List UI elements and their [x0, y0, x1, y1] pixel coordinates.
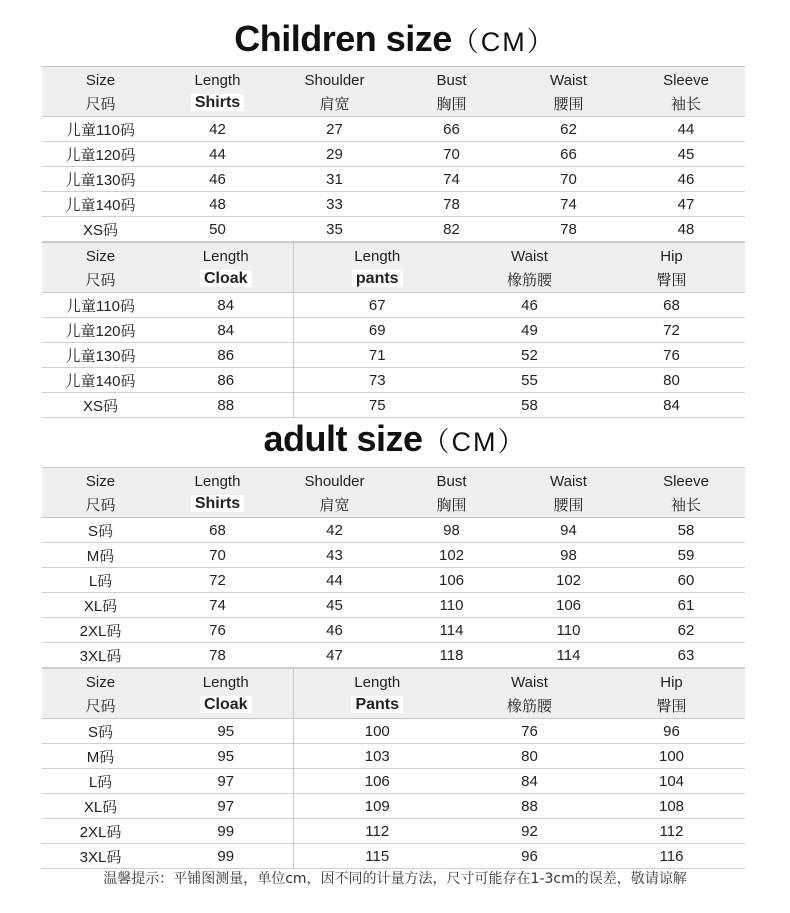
value-cell: 42 — [276, 518, 393, 543]
table-row — [42, 192, 745, 217]
header-cloak-label — [159, 694, 293, 719]
header-shoulder-cn: 肩宽 — [276, 493, 393, 518]
table-header-row-en — [42, 243, 745, 269]
value-cell: 62 — [510, 117, 627, 142]
header-shirts-label — [159, 493, 276, 518]
table-row — [42, 593, 745, 618]
value-cell: 74 — [159, 593, 276, 618]
header-waist-cn: 橡筋腰 — [461, 694, 598, 719]
table-row — [42, 618, 745, 643]
header-size: Size — [42, 669, 159, 695]
header-pants-label — [293, 268, 461, 293]
table-row — [42, 568, 745, 593]
value-cell: 98 — [510, 543, 627, 568]
table-header-row-en — [42, 468, 745, 494]
header-shoulder: Shoulder — [276, 67, 393, 93]
header-size: Size — [42, 468, 159, 494]
value-cell: 45 — [276, 593, 393, 618]
size-cell: 儿童140码 — [42, 192, 159, 217]
value-cell: 114 — [510, 643, 627, 668]
value-cell: 84 — [598, 393, 745, 418]
value-cell: 97 — [159, 794, 293, 819]
value-cell: 86 — [159, 368, 293, 393]
table-header-row-en — [42, 67, 745, 93]
children-size-title — [0, 18, 790, 60]
value-cell: 94 — [510, 518, 627, 543]
header-shoulder-cn: 肩宽 — [276, 92, 393, 117]
size-cell: 儿童120码 — [42, 142, 159, 167]
size-cell: XS码 — [42, 217, 159, 242]
value-cell: 75 — [293, 393, 461, 418]
header-bust-cn: 胸围 — [393, 493, 510, 518]
size-cell: M码 — [42, 744, 159, 769]
size-cell: XS码 — [42, 393, 159, 418]
header-bust: Bust — [393, 67, 510, 93]
size-cell: 儿童130码 — [42, 343, 159, 368]
value-cell: 84 — [159, 318, 293, 343]
header-cloak-length: Length — [159, 243, 293, 269]
value-cell: 63 — [627, 643, 745, 668]
value-cell: 88 — [461, 794, 598, 819]
value-cell: 47 — [627, 192, 745, 217]
adult-size-title — [0, 418, 790, 460]
table-row — [42, 719, 745, 744]
value-cell: 31 — [276, 167, 393, 192]
size-cell: 3XL码 — [42, 844, 159, 869]
header-sleeve-cn: 袖长 — [627, 92, 745, 117]
header-waist: Waist — [461, 243, 598, 269]
header-bust: Bust — [393, 468, 510, 494]
table-row — [42, 343, 745, 368]
value-cell: 33 — [276, 192, 393, 217]
value-cell: 43 — [276, 543, 393, 568]
table-header-row-cn — [42, 493, 745, 518]
table-row — [42, 543, 745, 568]
value-cell: 110 — [393, 593, 510, 618]
header-waist: Waist — [510, 468, 627, 494]
pants-label: pants — [352, 270, 403, 287]
size-cell: 儿童120码 — [42, 318, 159, 343]
table-row — [42, 844, 745, 869]
header-waist-cn: 腰围 — [510, 493, 627, 518]
pants-label: Pants — [351, 696, 403, 713]
children-cloak-pants-size-table — [42, 242, 745, 418]
table-header-row-cn — [42, 92, 745, 117]
header-cloak-label — [159, 268, 293, 293]
value-cell: 27 — [276, 117, 393, 142]
value-cell: 60 — [627, 568, 745, 593]
value-cell: 66 — [393, 117, 510, 142]
value-cell: 106 — [293, 769, 461, 794]
cloak-label: Cloak — [200, 696, 252, 713]
value-cell: 88 — [159, 393, 293, 418]
value-cell: 109 — [293, 794, 461, 819]
table-header-row-en — [42, 669, 745, 695]
header-waist-cn: 橡筋腰 — [461, 268, 598, 293]
value-cell: 78 — [510, 217, 627, 242]
value-cell: 86 — [159, 343, 293, 368]
value-cell: 97 — [159, 769, 293, 794]
value-cell: 95 — [159, 744, 293, 769]
size-cell: S码 — [42, 518, 159, 543]
header-waist: Waist — [510, 67, 627, 93]
value-cell: 46 — [627, 167, 745, 192]
value-cell: 106 — [393, 568, 510, 593]
header-size-cn: 尺码 — [42, 268, 159, 293]
table-header-row-cn — [42, 694, 745, 719]
value-cell: 110 — [510, 618, 627, 643]
header-size: Size — [42, 67, 159, 93]
size-cell: 3XL码 — [42, 643, 159, 668]
adult-shirts-size-table — [42, 467, 745, 668]
header-size: Size — [42, 243, 159, 269]
value-cell: 42 — [159, 117, 276, 142]
header-length: Length — [159, 67, 276, 93]
value-cell: 47 — [276, 643, 393, 668]
value-cell: 52 — [461, 343, 598, 368]
value-cell: 102 — [510, 568, 627, 593]
header-waist: Waist — [461, 669, 598, 695]
value-cell: 46 — [159, 167, 276, 192]
value-cell: 49 — [461, 318, 598, 343]
children-shirts-size-table — [42, 66, 745, 242]
value-cell: 92 — [461, 819, 598, 844]
value-cell: 102 — [393, 543, 510, 568]
value-cell: 46 — [461, 293, 598, 318]
value-cell: 66 — [510, 142, 627, 167]
size-cell: 2XL码 — [42, 618, 159, 643]
table-row — [42, 794, 745, 819]
value-cell: 44 — [159, 142, 276, 167]
value-cell: 80 — [598, 368, 745, 393]
header-hip-cn: 臀围 — [598, 694, 745, 719]
table-row — [42, 142, 745, 167]
value-cell: 72 — [598, 318, 745, 343]
value-cell: 58 — [627, 518, 745, 543]
table-row — [42, 769, 745, 794]
value-cell: 106 — [510, 593, 627, 618]
value-cell: 96 — [461, 844, 598, 869]
header-sleeve-cn: 袖长 — [627, 493, 745, 518]
header-length: Length — [159, 468, 276, 494]
header-pants-length: Length — [293, 669, 461, 695]
value-cell: 76 — [461, 719, 598, 744]
value-cell: 78 — [159, 643, 276, 668]
shirts-label: Shirts — [191, 495, 244, 512]
adult-size-title-main: adult size — [263, 418, 423, 459]
header-waist-cn: 腰围 — [510, 92, 627, 117]
header-hip: Hip — [598, 669, 745, 695]
header-sleeve: Sleeve — [627, 468, 745, 494]
header-size-cn: 尺码 — [42, 694, 159, 719]
table-row — [42, 167, 745, 192]
size-cell: L码 — [42, 769, 159, 794]
header-hip-cn: 臀围 — [598, 268, 745, 293]
value-cell: 76 — [159, 618, 276, 643]
size-cell: XL码 — [42, 593, 159, 618]
value-cell: 45 — [627, 142, 745, 167]
table-row — [42, 819, 745, 844]
value-cell: 48 — [159, 192, 276, 217]
table-row — [42, 518, 745, 543]
value-cell: 59 — [627, 543, 745, 568]
size-cell: 儿童140码 — [42, 368, 159, 393]
value-cell: 69 — [293, 318, 461, 343]
value-cell: 74 — [510, 192, 627, 217]
value-cell: 112 — [293, 819, 461, 844]
value-cell: 95 — [159, 719, 293, 744]
size-cell: 儿童130码 — [42, 167, 159, 192]
table-row — [42, 744, 745, 769]
header-shirts-label — [159, 92, 276, 117]
header-size-cn: 尺码 — [42, 92, 159, 117]
value-cell: 29 — [276, 142, 393, 167]
table-row — [42, 393, 745, 418]
table-row — [42, 293, 745, 318]
value-cell: 99 — [159, 844, 293, 869]
value-cell: 62 — [627, 618, 745, 643]
value-cell: 72 — [159, 568, 276, 593]
value-cell: 67 — [293, 293, 461, 318]
value-cell: 46 — [276, 618, 393, 643]
value-cell: 112 — [598, 819, 745, 844]
value-cell: 99 — [159, 819, 293, 844]
value-cell: 78 — [393, 192, 510, 217]
value-cell: 108 — [598, 794, 745, 819]
header-sleeve: Sleeve — [627, 67, 745, 93]
header-bust-cn: 胸围 — [393, 92, 510, 117]
children-size-title-main: Children size — [234, 18, 452, 59]
cloak-label: Cloak — [200, 270, 252, 287]
value-cell: 84 — [461, 769, 598, 794]
value-cell: 100 — [598, 744, 745, 769]
header-size-cn: 尺码 — [42, 493, 159, 518]
header-pants-length: Length — [293, 243, 461, 269]
children-size-title-unit: （CM） — [451, 27, 556, 57]
value-cell: 80 — [461, 744, 598, 769]
value-cell: 82 — [393, 217, 510, 242]
table-row — [42, 117, 745, 142]
value-cell: 104 — [598, 769, 745, 794]
value-cell: 68 — [598, 293, 745, 318]
size-cell: 儿童110码 — [42, 293, 159, 318]
value-cell: 74 — [393, 167, 510, 192]
value-cell: 73 — [293, 368, 461, 393]
value-cell: 96 — [598, 719, 745, 744]
adult-cloak-pants-size-table — [42, 668, 745, 869]
size-cell: 儿童110码 — [42, 117, 159, 142]
value-cell: 44 — [627, 117, 745, 142]
value-cell: 48 — [627, 217, 745, 242]
size-cell: M码 — [42, 543, 159, 568]
measurement-note: 温馨提示：平铺图测量，单位cm，因不同的计量方法，尺寸可能存在1-3cm的误差，敬请谅解 — [103, 871, 687, 887]
value-cell: 103 — [293, 744, 461, 769]
table-row — [42, 368, 745, 393]
size-cell: S码 — [42, 719, 159, 744]
value-cell: 44 — [276, 568, 393, 593]
header-pants-label — [293, 694, 461, 719]
size-cell: XL码 — [42, 794, 159, 819]
header-cloak-length: Length — [159, 669, 293, 695]
value-cell: 61 — [627, 593, 745, 618]
size-cell: L码 — [42, 568, 159, 593]
value-cell: 115 — [293, 844, 461, 869]
value-cell: 35 — [276, 217, 393, 242]
value-cell: 114 — [393, 618, 510, 643]
value-cell: 55 — [461, 368, 598, 393]
value-cell: 58 — [461, 393, 598, 418]
value-cell: 100 — [293, 719, 461, 744]
value-cell: 50 — [159, 217, 276, 242]
table-header-row-cn — [42, 268, 745, 293]
adult-size-title-unit: （CM） — [422, 427, 527, 457]
value-cell: 116 — [598, 844, 745, 869]
value-cell: 98 — [393, 518, 510, 543]
shirts-label: Shirts — [191, 94, 244, 111]
value-cell: 84 — [159, 293, 293, 318]
table-row — [42, 217, 745, 242]
header-shoulder: Shoulder — [276, 468, 393, 494]
value-cell: 68 — [159, 518, 276, 543]
table-row — [42, 643, 745, 668]
size-cell: 2XL码 — [42, 819, 159, 844]
value-cell: 70 — [510, 167, 627, 192]
value-cell: 118 — [393, 643, 510, 668]
value-cell: 70 — [159, 543, 276, 568]
value-cell: 70 — [393, 142, 510, 167]
value-cell: 71 — [293, 343, 461, 368]
table-row — [42, 318, 745, 343]
header-hip: Hip — [598, 243, 745, 269]
value-cell: 76 — [598, 343, 745, 368]
